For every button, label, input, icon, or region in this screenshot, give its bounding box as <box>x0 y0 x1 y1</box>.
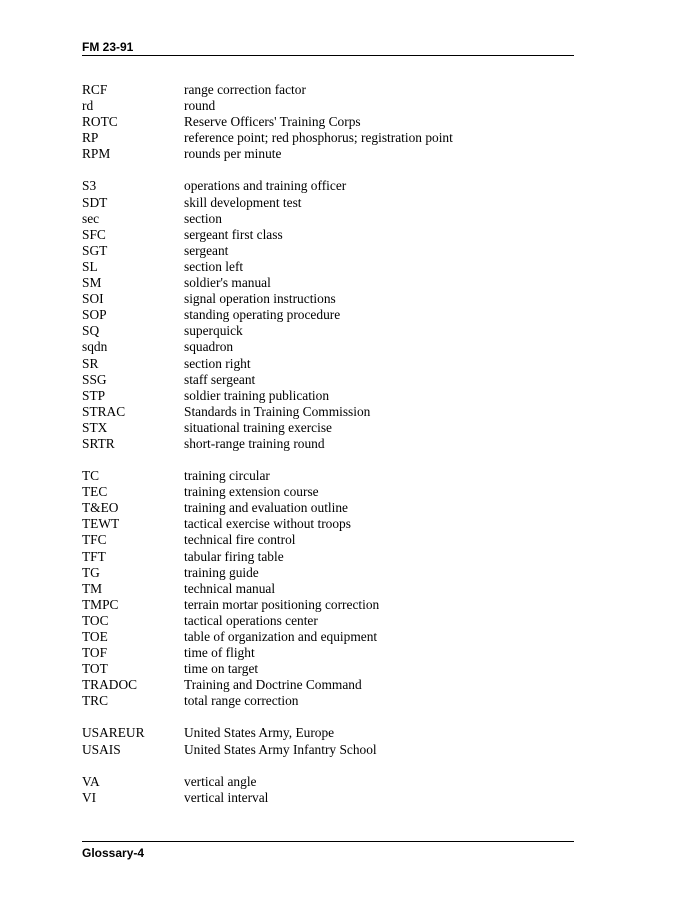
glossary-entry <box>82 356 574 372</box>
glossary-definition: squadron <box>184 339 234 355</box>
glossary-definition: United States Army, Europe <box>184 725 335 741</box>
glossary-term: rd <box>82 98 94 114</box>
glossary-entry <box>82 275 574 291</box>
glossary-definition: United States Army Infantry School <box>184 741 377 757</box>
glossary-entry <box>82 227 574 243</box>
glossary-entry <box>82 629 574 645</box>
glossary-entry <box>82 307 574 323</box>
glossary-term: TM <box>82 580 103 596</box>
glossary-term: TEWT <box>82 516 120 532</box>
glossary-entry <box>82 742 574 758</box>
glossary-term: STRAC <box>82 403 126 419</box>
glossary-definition: time on target <box>184 661 259 677</box>
glossary-definition: signal operation instructions <box>184 291 336 307</box>
glossary-entry <box>82 516 574 532</box>
glossary-definition: total range correction <box>184 693 299 709</box>
glossary-term: TG <box>82 564 100 580</box>
glossary-entry <box>82 243 574 259</box>
header-rule <box>82 55 574 56</box>
glossary-definition: table of organization and equipment <box>184 629 378 644</box>
glossary-term: RP <box>82 130 99 146</box>
glossary-definition: tactical operations center <box>184 612 318 628</box>
glossary-term: SFC <box>82 226 106 242</box>
footer-rule <box>82 841 574 842</box>
glossary-definition: training and evaluation outline <box>184 500 348 516</box>
glossary-definition: soldier's manual <box>184 275 271 291</box>
glossary-section-t <box>82 468 574 709</box>
glossary-definition: training extension course <box>184 484 319 500</box>
glossary-entry <box>82 339 574 355</box>
glossary-term: TOE <box>82 629 108 644</box>
glossary-entry <box>82 195 574 211</box>
glossary-definition: rounds per minute <box>184 146 282 162</box>
glossary-definition: section <box>184 210 222 226</box>
glossary-definition: sergeant first class <box>184 226 283 242</box>
glossary-entry <box>82 323 574 339</box>
glossary-term: SL <box>82 258 98 274</box>
page-footer-label: Glossary-4 <box>82 846 145 860</box>
glossary-entry <box>82 532 574 548</box>
glossary-definition: training guide <box>184 564 259 580</box>
glossary-definition: standing operating procedure <box>184 307 341 323</box>
glossary-definition: vertical interval <box>184 789 269 805</box>
document-header-title: FM 23-91 <box>82 40 134 54</box>
glossary-definition: skill development test <box>184 194 302 210</box>
glossary-definition: section right <box>184 355 251 371</box>
glossary-entry <box>82 677 574 693</box>
glossary-definition: vertical angle <box>184 773 257 789</box>
glossary-entry <box>82 98 574 114</box>
glossary-term: sec <box>82 210 100 226</box>
glossary-definition: Training and Doctrine Command <box>184 677 362 693</box>
glossary-term: TMPC <box>82 596 119 612</box>
glossary-term: TC <box>82 468 100 484</box>
glossary-entry <box>82 484 574 500</box>
glossary-entry <box>82 291 574 307</box>
glossary-section-r <box>82 82 574 162</box>
glossary-term: S3 <box>82 178 97 194</box>
glossary-entry <box>82 725 574 741</box>
glossary-definition: tactical exercise without troops <box>184 516 351 532</box>
glossary-entry <box>82 259 574 275</box>
glossary-definition: short-range training round <box>184 435 325 451</box>
glossary-entry <box>82 130 574 146</box>
glossary-term: TOF <box>82 645 108 661</box>
glossary-term: SDT <box>82 194 108 210</box>
glossary-definition: Reserve Officers' Training Corps <box>184 114 361 130</box>
glossary-term: SOI <box>82 291 104 307</box>
glossary-term: TOC <box>82 612 109 628</box>
glossary-definition: reference point; red phosphorus; registration point <box>184 130 453 146</box>
glossary-entry <box>82 146 574 162</box>
glossary-term: SR <box>82 355 99 371</box>
glossary-entry <box>82 581 574 597</box>
glossary-term: SGT <box>82 242 108 258</box>
glossary-term: RPM <box>82 146 111 162</box>
glossary-term: T&EO <box>82 500 119 516</box>
glossary-entry <box>82 211 574 227</box>
glossary-entry <box>82 500 574 516</box>
glossary-definition: section left <box>184 258 244 274</box>
glossary-entry <box>82 82 574 98</box>
glossary-term: USAIS <box>82 741 121 757</box>
glossary-term: SRTR <box>82 435 115 451</box>
glossary-entry <box>82 565 574 581</box>
glossary-entry <box>82 597 574 613</box>
glossary-entry <box>82 790 574 806</box>
glossary-term: USAREUR <box>82 725 145 741</box>
glossary-term: TFC <box>82 532 107 548</box>
glossary-entry <box>82 404 574 420</box>
glossary-definition: Standards in Training Commission <box>184 403 371 419</box>
glossary-definition: soldier training publication <box>184 387 330 403</box>
glossary-entry <box>82 178 574 194</box>
glossary-term: RCF <box>82 82 108 97</box>
glossary-definition: range correction factor <box>184 82 306 97</box>
glossary-entry <box>82 114 574 130</box>
glossary-term: TEC <box>82 484 108 500</box>
glossary-definition: round <box>184 98 216 114</box>
glossary-definition: operations and training officer <box>184 178 347 194</box>
glossary-entry <box>82 549 574 565</box>
glossary-term: STX <box>82 419 108 435</box>
glossary-definition: terrain mortar positioning correction <box>184 596 380 612</box>
glossary-definition: superquick <box>184 323 243 339</box>
glossary-term: TFT <box>82 548 106 564</box>
glossary-term: TRADOC <box>82 677 138 693</box>
glossary-section-s <box>82 178 574 452</box>
glossary-term: SOP <box>82 307 107 323</box>
glossary-entry <box>82 774 574 790</box>
glossary-entry <box>82 693 574 709</box>
glossary-entry <box>82 420 574 436</box>
glossary-definition: technical manual <box>184 580 276 596</box>
glossary-definition: time of flight <box>184 645 255 661</box>
glossary-term: TOT <box>82 661 108 677</box>
glossary-definition: staff sergeant <box>184 371 256 387</box>
glossary-definition: tabular firing table <box>184 548 284 564</box>
glossary-list <box>82 82 574 822</box>
glossary-term: SSG <box>82 371 107 387</box>
glossary-definition: training circular <box>184 468 270 484</box>
glossary-entry <box>82 436 574 452</box>
glossary-entry <box>82 468 574 484</box>
glossary-definition: technical fire control <box>184 532 296 548</box>
glossary-section-u <box>82 725 574 757</box>
glossary-term: VI <box>82 789 97 805</box>
glossary-term: SQ <box>82 323 100 339</box>
glossary-entry <box>82 613 574 629</box>
glossary-section-v <box>82 774 574 806</box>
glossary-term: TRC <box>82 693 109 709</box>
glossary-entry <box>82 661 574 677</box>
glossary-entry <box>82 645 574 661</box>
glossary-entry <box>82 372 574 388</box>
glossary-term: SM <box>82 275 102 291</box>
glossary-term: sqdn <box>82 339 108 355</box>
glossary-term: VA <box>82 773 100 789</box>
glossary-definition: sergeant <box>184 242 229 258</box>
glossary-term: ROTC <box>82 114 118 130</box>
glossary-entry <box>82 388 574 404</box>
glossary-term: STP <box>82 387 106 403</box>
glossary-definition: situational training exercise <box>184 419 332 435</box>
